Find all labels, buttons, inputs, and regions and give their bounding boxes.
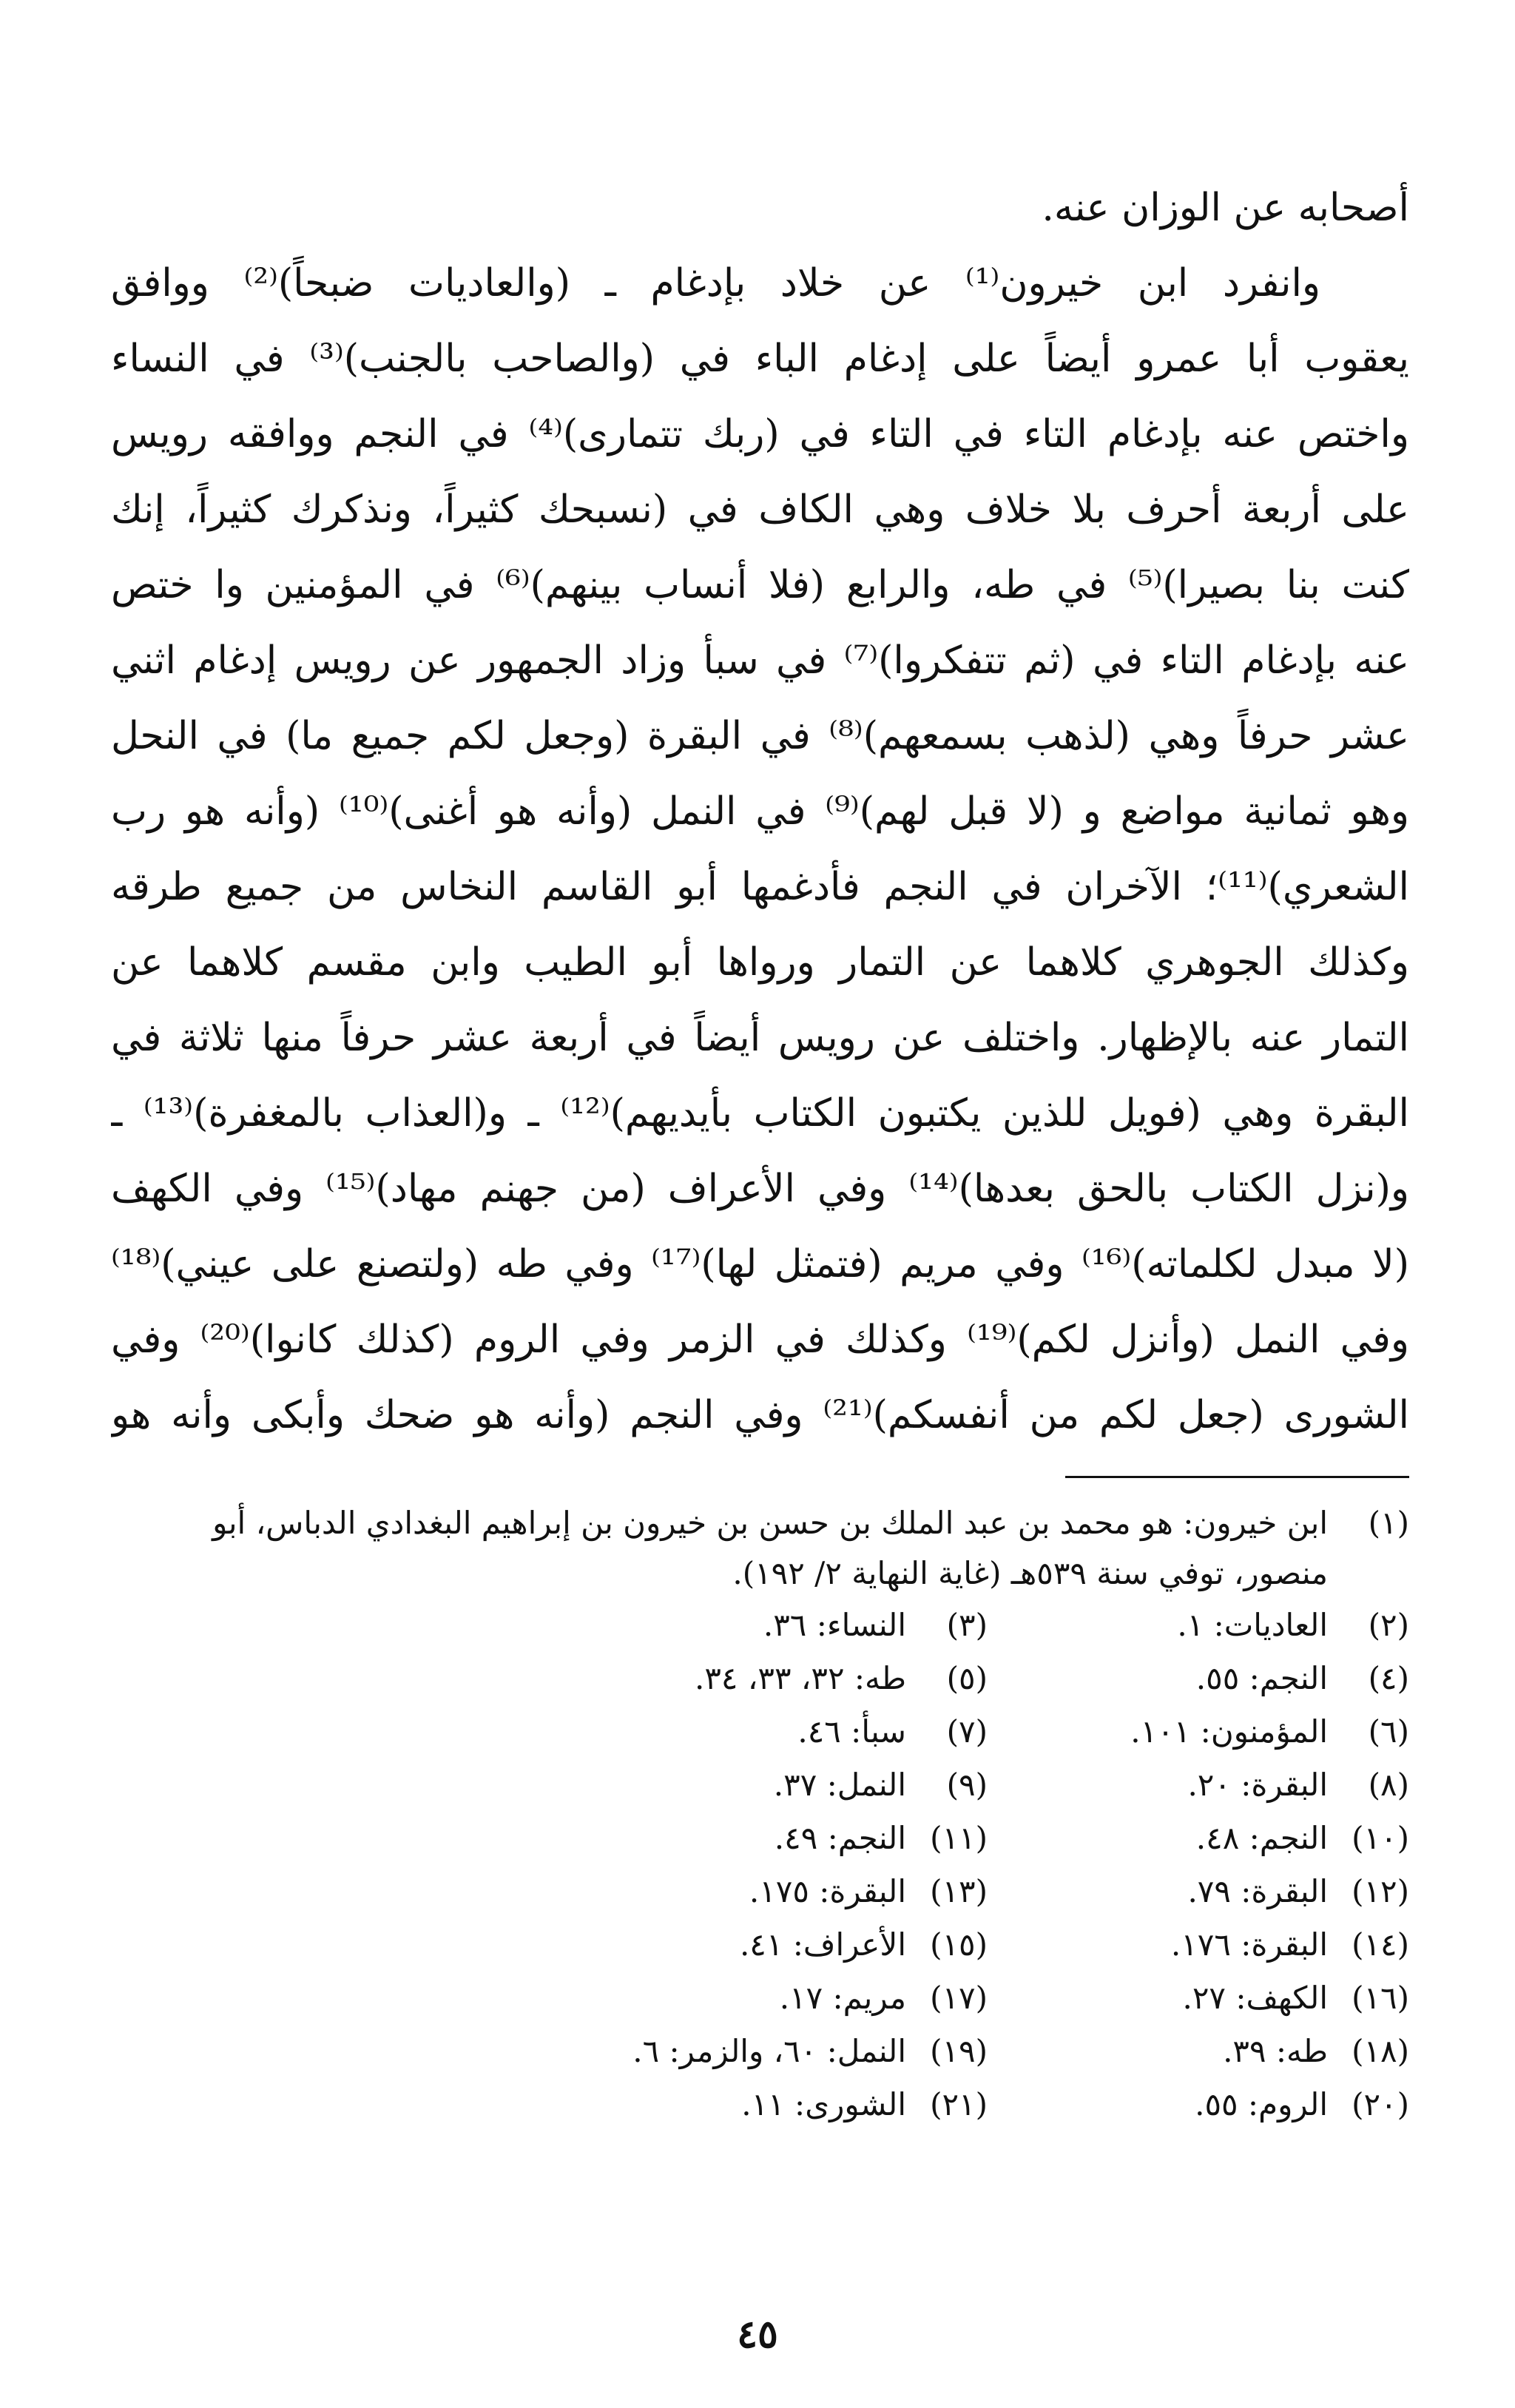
footnote-row [111, 1652, 1409, 1705]
footnote-number: (٢) [1368, 1607, 1409, 1643]
footnote-11 [566, 1812, 988, 1865]
text-line: أصحابه عن الوزان عنه. [1042, 186, 1409, 230]
text-line: كنت بنا بصيرا)⁽⁵⁾ في طه، والرابع (فلا أنساب بينهم)⁽⁶⁾ في المؤمنين وا ختص [111, 563, 1409, 607]
footnote-8 [988, 1758, 1409, 1812]
footnote-16 [988, 1972, 1409, 2025]
footnote-text: النمل: ٦٠، والزمر: ٦. [632, 2033, 906, 2069]
text-line: الشعري)⁽¹¹⁾؛ الآخران في النجم فأدغمها أبو القاسم النخاس من جميع طرقه [111, 865, 1409, 909]
footnote-text: الأعراف: ٤١. [739, 1926, 906, 1963]
text-line: و(نزل الكتاب بالحق بعدها)⁽¹⁴⁾ وفي الأعراف (من جهنم مهاد)⁽¹⁵⁾ وفي الكهف [111, 1167, 1409, 1211]
footnote-text: البقرة: ١٧٥. [749, 1873, 906, 1909]
text-line: على أربعة أحرف بلا خلاف وهي الكاف في (نسبحك كثيراً، ونذكرك كثيراً، إنك [111, 488, 1409, 532]
footnote-text: النجم: ٤٩. [774, 1820, 906, 1856]
text-line: عنه بإدغام التاء في (ثم تتفكروا)⁽⁷⁾ في سبأ وزاد الجمهور عن رويس إدغام اثني [111, 638, 1409, 683]
footnote-number: (٦) [1368, 1713, 1409, 1750]
footnote-number: (١٦) [1352, 1980, 1409, 2016]
text-line: (لا مبدل لكلماته)⁽¹⁶⁾ وفي مريم (فتمثل لها)⁽¹⁷⁾ وفي طه (ولتصنع على عيني)⁽¹⁸⁾ [111, 1242, 1409, 1286]
footnote-number: (١١) [930, 1820, 988, 1856]
text-line: وكذلك الجوهري كلاهما عن التمار ورواها أبو الطيب وابن مقسم كلاهما عن [111, 940, 1409, 985]
footnote-number: (٢١) [930, 2086, 988, 2122]
footnote-number: (١٣) [930, 1873, 988, 1909]
footnote-text: طه: ٣٢، ٣٣، ٣٤. [695, 1660, 906, 1696]
footnote-row [111, 1918, 1409, 1972]
footnote-number: (٤) [1368, 1660, 1409, 1696]
footnote-number: (١٢) [1352, 1873, 1409, 1909]
footnote-18 [988, 2025, 1409, 2078]
footnote-text: البقرة: ١٧٦. [1170, 1926, 1328, 1963]
footnote-number: (٩) [946, 1767, 988, 1803]
footnote-text: النساء: ٣٦. [763, 1607, 906, 1643]
footnote-number: (١٠) [1352, 1820, 1409, 1856]
footnote-13 [566, 1865, 988, 1918]
text-line: وفي النمل (وأنزل لكم)⁽¹⁹⁾ وكذلك في الزمر وفي الروم (كذلك كانوا)⁽²⁰⁾ وفي [111, 1318, 1409, 1362]
footnote-row [111, 1972, 1409, 2025]
footnote-number: (١٩) [930, 2033, 988, 2069]
text-line: البقرة وهي (فويل للذين يكتبون الكتاب بأيديهم)⁽¹²⁾ ـ و(العذاب بالمغفرة)⁽¹³⁾ ـ [111, 1091, 1409, 1136]
text-line: عشر حرفاً وهي (لذهب بسمعهم)⁽⁸⁾ في البقرة (وجعل لكم جميع ما) في النحل [111, 714, 1409, 758]
footnote-number: (١) [1368, 1505, 1409, 1541]
footnote-text: النجم: ٥٥. [1195, 1660, 1328, 1696]
text-line: الشورى (جعل لكم من أنفسكم)⁽²¹⁾ وفي النجم (وأنه هو ضحك وأبكى وأنه هو [111, 1393, 1409, 1437]
footnote-6 [988, 1705, 1409, 1758]
footnote-text: البقرة: ٢٠. [1187, 1767, 1328, 1803]
text-line: وانفرد ابن خيرون⁽¹⁾ عن خلاد بإدغام ـ (والعاديات ضبحاً)⁽²⁾ ووافق [111, 261, 1321, 306]
text-line: وهو ثمانية مواضع و (لا قبل لهم)⁽⁹⁾ في النمل (وأنه هو أغنى)⁽¹⁰⁾ (وأنه هو رب [111, 789, 1409, 834]
footnote-14 [988, 1918, 1409, 1972]
footnote-21 [566, 2078, 988, 2131]
footnote-row [111, 2025, 1409, 2078]
footnote-2 [988, 1599, 1409, 1652]
footnote-15 [566, 1918, 988, 1972]
text-line: التمار عنه بالإظهار. واختلف عن رويس أيضاً في أربعة عشر حرفاً منها ثلاثة في [111, 1016, 1409, 1060]
footnote-3 [566, 1599, 988, 1652]
footnote-20 [988, 2078, 1409, 2131]
footnotes-block [111, 1498, 1409, 2131]
footnote-17 [566, 1972, 988, 2025]
footnote-7 [566, 1705, 988, 1758]
footnote-divider [1065, 1476, 1409, 1478]
footnote-number: (٧) [946, 1713, 988, 1750]
footnote-1 [111, 1498, 1409, 1599]
footnote-number: (٥) [946, 1660, 988, 1696]
footnote-row [111, 1758, 1409, 1812]
footnote-number: (٢٠) [1352, 2086, 1409, 2122]
footnote-row [111, 1705, 1409, 1758]
footnote-text: الشورى: ١١. [741, 2086, 906, 2122]
footnote-row [111, 1812, 1409, 1865]
footnote-text: مريم: ١٧. [779, 1980, 906, 2016]
footnote-10 [988, 1812, 1409, 1865]
footnote-text: العاديات: ١. [1177, 1607, 1328, 1643]
footnote-text: النمل: ٣٧. [773, 1767, 906, 1803]
footnote-number: (١٨) [1352, 2033, 1409, 2069]
footnote-4 [988, 1652, 1409, 1705]
footnote-row [111, 2078, 1409, 2131]
footnote-number: (١٧) [930, 1980, 988, 2016]
footnote-text: المؤمنون: ١٠١. [1130, 1713, 1328, 1750]
footnote-text: طه: ٣٩. [1223, 2033, 1328, 2069]
footnote-number: (٣) [946, 1607, 988, 1643]
footnote-text: الكهف: ٢٧. [1182, 1980, 1328, 2016]
footnote-12 [988, 1865, 1409, 1918]
footnote-text: سبأ: ٤٦. [797, 1713, 906, 1750]
text-line: يعقوب أبا عمرو أيضاً على إدغام الباء في (والصاحب بالجنب)⁽³⁾ في النساء [111, 337, 1409, 381]
page-number: ٤٥ [737, 2312, 778, 2357]
footnote-text: البقرة: ٧٩. [1187, 1873, 1328, 1909]
footnote-5 [566, 1652, 988, 1705]
footnote-text: ابن خيرون: هو محمد بن عبد الملك بن حسن بن خيرون بن إبراهيم البغدادي الدباس، أبو منصور، توفي سنة ٥٣٩هـ (غاية النهاية ٢/ ١٩٢). [212, 1505, 1328, 1591]
footnote-text: النجم: ٤٨. [1195, 1820, 1328, 1856]
footnote-number: (١٤) [1352, 1926, 1409, 1963]
footnote-9 [566, 1758, 988, 1812]
footnote-number: (١٥) [930, 1926, 988, 1963]
main-text-block [111, 170, 1409, 1453]
footnote-19 [566, 2025, 988, 2078]
footnote-row [111, 1865, 1409, 1918]
footnote-number: (٨) [1368, 1767, 1409, 1803]
footnote-text: الروم: ٥٥. [1195, 2086, 1328, 2122]
footnote-row [111, 1599, 1409, 1652]
text-line: واختص عنه بإدغام التاء في التاء في (ربك تتمارى)⁽⁴⁾ في النجم ووافقه رويس [111, 412, 1409, 456]
